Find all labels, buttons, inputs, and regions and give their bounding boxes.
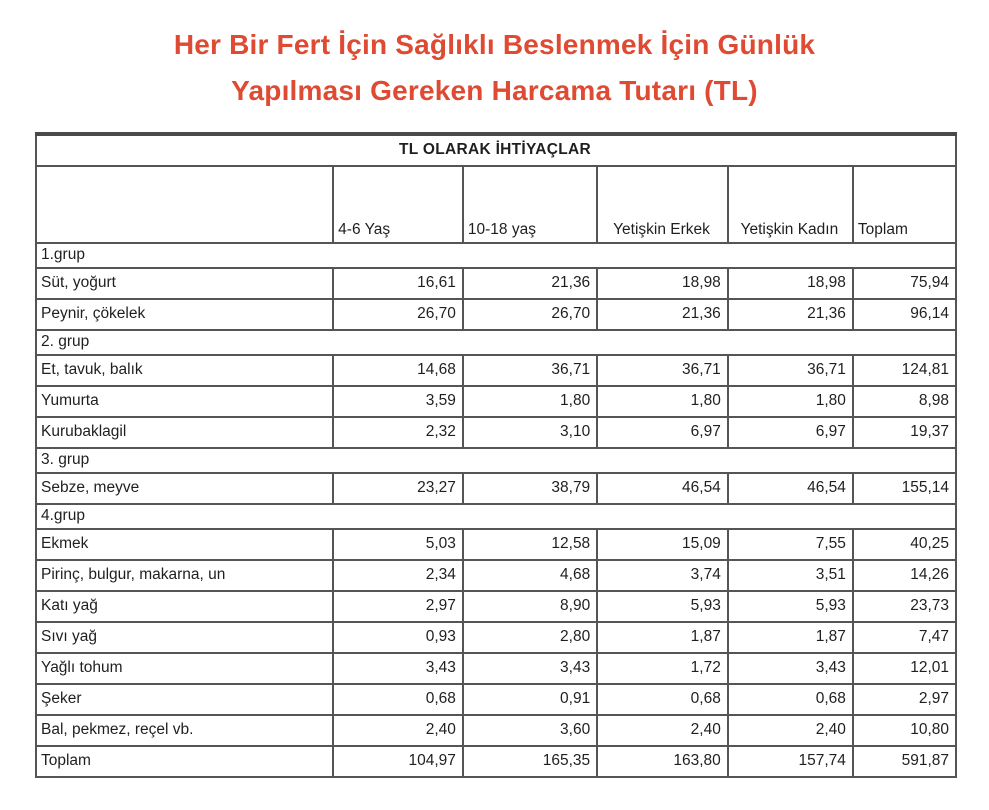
row-value-2: 0,91 — [463, 684, 597, 715]
table-body — [36, 134, 956, 777]
row-value-4: 21,36 — [728, 299, 853, 330]
row-value-3: 15,09 — [597, 529, 728, 560]
group-header-row — [36, 504, 956, 529]
row-value-4: 36,71 — [728, 355, 853, 386]
row-item-label: Sebze, meyve — [36, 473, 333, 504]
total-row — [36, 746, 956, 777]
row-value-1: 2,97 — [333, 591, 463, 622]
row-value-5: 12,01 — [853, 653, 956, 684]
row-item-label: Süt, yoğurt — [36, 268, 333, 299]
row-value-5: 19,37 — [853, 417, 956, 448]
needs-table — [35, 132, 957, 778]
group-header-row — [36, 448, 956, 473]
row-item-label: Et, tavuk, balık — [36, 355, 333, 386]
group-label-2: 2. grup — [36, 330, 956, 355]
row-value-2: 8,90 — [463, 591, 597, 622]
row-value-4: 46,54 — [728, 473, 853, 504]
row-value-1: 0,68 — [333, 684, 463, 715]
row-value-3: 5,93 — [597, 591, 728, 622]
row-value-5: 155,14 — [853, 473, 956, 504]
row-value-2: 1,80 — [463, 386, 597, 417]
row-value-4: 3,51 — [728, 560, 853, 591]
total-value-3: 163,80 — [597, 746, 728, 777]
row-value-2: 38,79 — [463, 473, 597, 504]
row-item-label: Ekmek — [36, 529, 333, 560]
row-value-3: 21,36 — [597, 299, 728, 330]
row-value-2: 12,58 — [463, 529, 597, 560]
column-header-4: Yetişkin Kadın — [728, 166, 853, 243]
row-item-label: Sıvı yağ — [36, 622, 333, 653]
group-label-3: 3. grup — [36, 448, 956, 473]
row-value-3: 1,87 — [597, 622, 728, 653]
row-value-4: 18,98 — [728, 268, 853, 299]
column-header-2: 10-18 yaş — [463, 166, 597, 243]
group-label-1: 1.grup — [36, 243, 956, 268]
row-value-5: 40,25 — [853, 529, 956, 560]
row-value-2: 21,36 — [463, 268, 597, 299]
row-value-3: 1,80 — [597, 386, 728, 417]
row-value-4: 6,97 — [728, 417, 853, 448]
row-value-4: 1,80 — [728, 386, 853, 417]
column-header-5: Toplam — [853, 166, 956, 243]
row-value-1: 2,40 — [333, 715, 463, 746]
row-item-label: Kurubaklagil — [36, 417, 333, 448]
column-header-3: Yetişkin Erkek — [597, 166, 728, 243]
table-row — [36, 529, 956, 560]
row-value-3: 2,40 — [597, 715, 728, 746]
row-value-1: 2,32 — [333, 417, 463, 448]
table-row — [36, 268, 956, 299]
row-value-2: 3,43 — [463, 653, 597, 684]
group-label-4: 4.grup — [36, 504, 956, 529]
row-value-1: 14,68 — [333, 355, 463, 386]
title-line-1: Her Bir Fert İçin Sağlıklı Beslenmek İçin Günlük — [173, 29, 816, 60]
row-value-5: 14,26 — [853, 560, 956, 591]
row-value-4: 0,68 — [728, 684, 853, 715]
row-value-2: 3,60 — [463, 715, 597, 746]
row-value-1: 23,27 — [333, 473, 463, 504]
row-item-label: Yağlı tohum — [36, 653, 333, 684]
group-header-row — [36, 330, 956, 355]
table-row — [36, 684, 956, 715]
row-value-1: 3,43 — [333, 653, 463, 684]
total-value-5: 591,87 — [853, 746, 956, 777]
row-value-5: 75,94 — [853, 268, 956, 299]
row-value-5: 7,47 — [853, 622, 956, 653]
table-row — [36, 560, 956, 591]
table-row — [36, 386, 956, 417]
row-item-label: Yumurta — [36, 386, 333, 417]
title-line-2: Yapılması Gereken Harcama Tutarı (TL) — [231, 75, 758, 106]
column-header-empty — [36, 166, 333, 243]
group-header-row — [36, 243, 956, 268]
row-value-2: 26,70 — [463, 299, 597, 330]
row-item-label: Bal, pekmez, reçel vb. — [36, 715, 333, 746]
table-row — [36, 299, 956, 330]
row-value-5: 8,98 — [853, 386, 956, 417]
table-row — [36, 622, 956, 653]
row-item-label: Katı yağ — [36, 591, 333, 622]
row-item-label: Şeker — [36, 684, 333, 715]
row-value-4: 7,55 — [728, 529, 853, 560]
total-value-2: 165,35 — [463, 746, 597, 777]
row-value-5: 96,14 — [853, 299, 956, 330]
row-value-1: 16,61 — [333, 268, 463, 299]
row-value-3: 0,68 — [597, 684, 728, 715]
table-header-row — [36, 134, 956, 166]
total-value-4: 157,74 — [728, 746, 853, 777]
row-item-label: Peynir, çökelek — [36, 299, 333, 330]
row-item-label: Pirinç, bulgur, makarna, un — [36, 560, 333, 591]
table-row — [36, 355, 956, 386]
row-value-1: 26,70 — [333, 299, 463, 330]
row-value-2: 36,71 — [463, 355, 597, 386]
row-value-5: 10,80 — [853, 715, 956, 746]
page-title — [0, 0, 989, 114]
table-row — [36, 591, 956, 622]
row-value-1: 3,59 — [333, 386, 463, 417]
row-value-4: 3,43 — [728, 653, 853, 684]
row-value-5: 23,73 — [853, 591, 956, 622]
total-label: Toplam — [36, 746, 333, 777]
row-value-3: 18,98 — [597, 268, 728, 299]
column-header-1: 4-6 Yaş — [333, 166, 463, 243]
row-value-1: 0,93 — [333, 622, 463, 653]
table-row — [36, 473, 956, 504]
row-value-4: 5,93 — [728, 591, 853, 622]
row-value-1: 5,03 — [333, 529, 463, 560]
row-value-4: 2,40 — [728, 715, 853, 746]
row-value-5: 124,81 — [853, 355, 956, 386]
table-header-label: TL OLARAK İHTİYAÇLAR — [36, 134, 956, 166]
row-value-3: 6,97 — [597, 417, 728, 448]
column-header-row — [36, 166, 956, 243]
row-value-4: 1,87 — [728, 622, 853, 653]
row-value-3: 1,72 — [597, 653, 728, 684]
row-value-2: 3,10 — [463, 417, 597, 448]
row-value-3: 46,54 — [597, 473, 728, 504]
row-value-1: 2,34 — [333, 560, 463, 591]
row-value-3: 3,74 — [597, 560, 728, 591]
table-row — [36, 417, 956, 448]
row-value-5: 2,97 — [853, 684, 956, 715]
row-value-3: 36,71 — [597, 355, 728, 386]
row-value-2: 2,80 — [463, 622, 597, 653]
table-row — [36, 715, 956, 746]
row-value-2: 4,68 — [463, 560, 597, 591]
table-row — [36, 653, 956, 684]
total-value-1: 104,97 — [333, 746, 463, 777]
